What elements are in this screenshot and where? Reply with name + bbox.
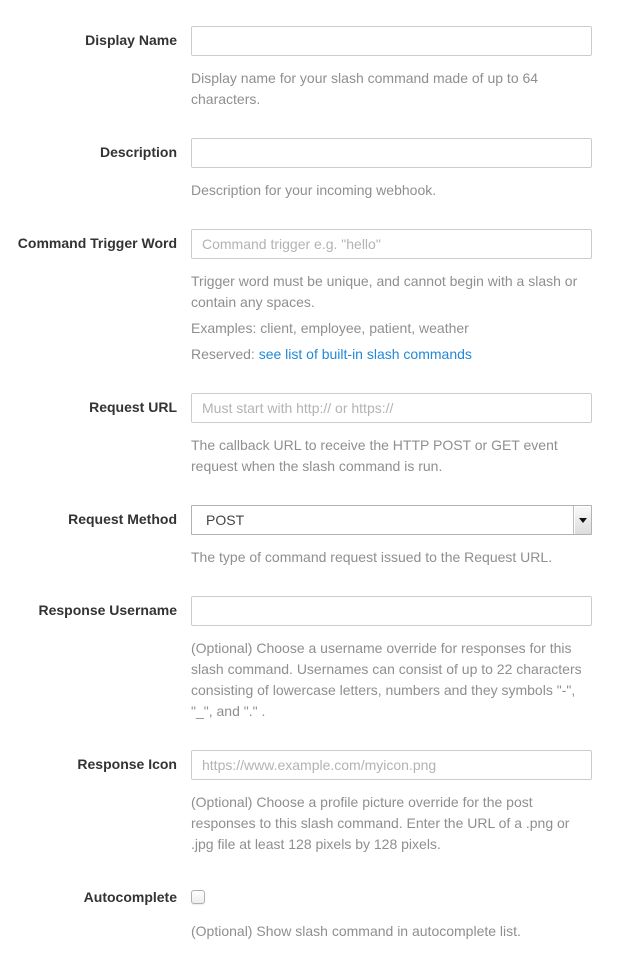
- response-username-input[interactable]: [191, 596, 592, 626]
- trigger-word-help: Trigger word must be unique, and cannot begin with a slash or contain any spaces.: [191, 273, 578, 310]
- autocomplete-label: Autocomplete: [83, 889, 177, 905]
- display-name-input[interactable]: [191, 26, 592, 56]
- built-in-commands-link[interactable]: see list of built-in slash commands: [258, 346, 472, 362]
- trigger-word-reserved: [191, 344, 592, 365]
- response-icon-input[interactable]: [191, 750, 592, 780]
- description-input[interactable]: [191, 138, 592, 168]
- form-group-description: [0, 138, 625, 201]
- trigger-word-label: Command Trigger Word: [17, 235, 177, 251]
- display-name-help: Display name for your slash command made of up to 64 characters.: [191, 70, 539, 107]
- form-group-display-name: [0, 26, 625, 110]
- form-group-response-icon: [0, 750, 625, 855]
- request-url-label: Request URL: [89, 399, 177, 415]
- form-group-autocomplete: [0, 883, 625, 942]
- request-method-select[interactable]: [191, 505, 592, 535]
- response-icon-help: (Optional) Choose a profile picture override for the post responses to this slash command. Enter the URL of a .png or .jpg file at least 128 pixels by 128 pixels.: [191, 794, 570, 852]
- response-icon-label: Response Icon: [77, 756, 177, 772]
- request-url-input[interactable]: [191, 393, 592, 423]
- response-username-help: (Optional) Choose a username override for responses for this slash command. Usernames can consist of up to 22 characters consisting of lowercase letters, numbers and they symbols "-", "_", and "." .: [191, 640, 582, 719]
- form-group-response-username: [0, 596, 625, 722]
- request-method-help: The type of command request issued to the Request URL.: [191, 549, 553, 565]
- form-group-request-url: [0, 393, 625, 477]
- form-group-request-method: [0, 505, 625, 568]
- description-help: Description for your incoming webhook.: [191, 182, 437, 198]
- description-label: Description: [99, 144, 177, 160]
- request-method-selected-value: POST: [206, 512, 245, 528]
- reserved-prefix: Reserved:: [191, 346, 259, 362]
- trigger-word-examples: Examples: client, employee, patient, weather: [191, 320, 469, 336]
- trigger-word-input[interactable]: [191, 229, 592, 259]
- form-group-trigger-word: [0, 229, 625, 365]
- autocomplete-checkbox[interactable]: [191, 890, 205, 904]
- autocomplete-help: (Optional) Show slash command in autocomplete list.: [191, 923, 521, 939]
- request-method-label: Request Method: [68, 511, 177, 527]
- display-name-label: Display Name: [85, 32, 177, 48]
- chevron-down-icon: [573, 506, 591, 534]
- response-username-label: Response Username: [38, 602, 177, 618]
- request-url-help: The callback URL to receive the HTTP POST or GET event request when the slash command is run.: [191, 437, 558, 474]
